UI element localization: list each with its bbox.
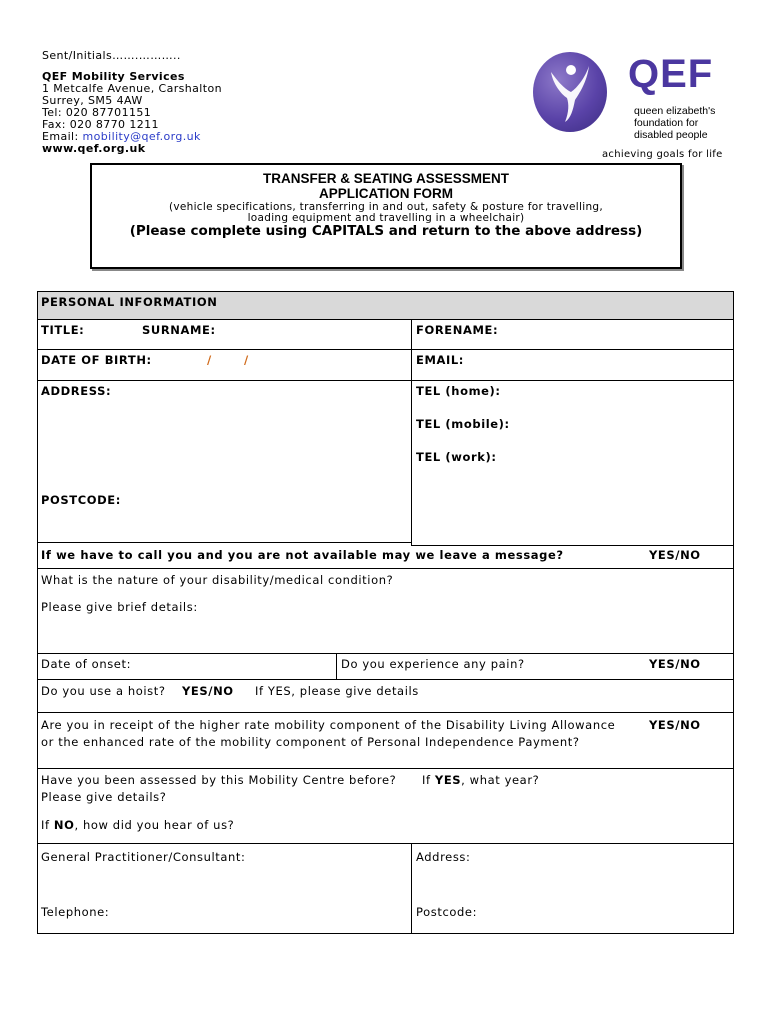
if-yes-bold: YES bbox=[434, 773, 462, 787]
website-link[interactable]: www.qef.org.uk bbox=[42, 142, 146, 155]
email-label: Email: bbox=[42, 130, 83, 143]
address-line-2: Surrey, SM5 4AW bbox=[42, 94, 143, 107]
tel-line: Tel: 020 87701151 bbox=[42, 106, 152, 119]
sent-initials: Sent/Initials…….……….. bbox=[42, 49, 181, 62]
logo-line-3: disabled people bbox=[634, 129, 708, 141]
if-no-hear bbox=[41, 818, 234, 832]
dob-separator-1: / bbox=[207, 353, 212, 367]
if-yes-year bbox=[422, 773, 539, 787]
fax-line: Fax: 020 8770 1211 bbox=[42, 118, 159, 131]
email-link[interactable]: mobility@qef.org.uk bbox=[82, 130, 201, 143]
logo-tagline: achieving goals for life bbox=[602, 149, 723, 160]
tel-work-label: TEL (work): bbox=[416, 450, 497, 464]
disability-question: What is the nature of your disability/medical condition? bbox=[41, 573, 394, 587]
email-label-field: EMAIL: bbox=[416, 353, 465, 367]
hoist-question: Do you use a hoist? bbox=[41, 684, 166, 698]
if-no-pre: If bbox=[41, 818, 54, 832]
form-title-line-1: TRANSFER & SEATING ASSESSMENT bbox=[262, 171, 510, 186]
section-title: PERSONAL INFORMATION bbox=[41, 295, 218, 309]
dla-question-1: Are you in receipt of the higher rate mobility component of the Disability Living Allowance bbox=[41, 718, 616, 732]
qef-logo-icon bbox=[533, 52, 607, 132]
gp-label: General Practitioner/Consultant: bbox=[41, 850, 246, 864]
gp-telephone-label: Telephone: bbox=[41, 905, 110, 919]
pain-question: Do you experience any pain? bbox=[341, 657, 525, 671]
logo-line-1: queen elizabeth's bbox=[634, 105, 716, 117]
message-yes-no[interactable]: YES/NO bbox=[649, 548, 701, 562]
dla-yes-no[interactable]: YES/NO bbox=[649, 718, 701, 732]
dob-label: DATE OF BIRTH: bbox=[41, 353, 152, 367]
form-instruction: (Please complete using CAPITALS and return to the above address) bbox=[129, 223, 643, 239]
tel-mobile-label: TEL (mobile): bbox=[416, 417, 510, 431]
gp-address-label: Address: bbox=[416, 850, 471, 864]
address-label: ADDRESS: bbox=[41, 384, 112, 398]
hoist-yes-no[interactable]: YES/NO bbox=[182, 684, 234, 698]
dla-question-2: or the enhanced rate of the mobility component of Personal Independence Payment? bbox=[41, 735, 580, 749]
org-name: QEF Mobility Services bbox=[42, 70, 185, 83]
title-label: TITLE: bbox=[41, 323, 85, 337]
if-yes-pre: If bbox=[422, 773, 435, 787]
tel-home-label: TEL (home): bbox=[416, 384, 501, 398]
form-title-box bbox=[90, 163, 682, 269]
dob-separator-2: / bbox=[244, 353, 249, 367]
forename-label: FORENAME: bbox=[416, 323, 499, 337]
surname-label: SURNAME: bbox=[142, 323, 216, 337]
if-no-bold: NO bbox=[53, 818, 75, 832]
message-question: If we have to call you and you are not available may we leave a message? bbox=[41, 548, 564, 562]
form-title-line-2: APPLICATION FORM bbox=[319, 186, 453, 201]
if-yes-post: , what year? bbox=[461, 773, 540, 787]
qef-logo-text: QEF bbox=[628, 52, 714, 96]
address-line-1: 1 Metcalfe Avenue, Carshalton bbox=[42, 82, 222, 95]
date-onset-label: Date of onset: bbox=[41, 657, 132, 671]
postcode-label: POSTCODE: bbox=[41, 493, 121, 507]
hoist-details-label: If YES, please give details bbox=[255, 684, 419, 698]
form-subtitle-1: (vehicle specifications, transferring in and out, safety & posture for travelling, bbox=[168, 201, 604, 213]
pain-yes-no[interactable]: YES/NO bbox=[649, 657, 701, 671]
brief-details-label: Please give brief details: bbox=[41, 600, 198, 614]
gp-postcode-label: Postcode: bbox=[416, 905, 478, 919]
logo-line-2: foundation for bbox=[634, 117, 699, 129]
assessed-question-2: Please give details? bbox=[41, 790, 167, 804]
form-subtitle-2: loading equipment and travelling in a wheelchair) bbox=[247, 212, 525, 224]
assessed-question-1: Have you been assessed by this Mobility Centre before? bbox=[41, 773, 397, 787]
if-no-post: , how did you hear of us? bbox=[74, 818, 235, 832]
